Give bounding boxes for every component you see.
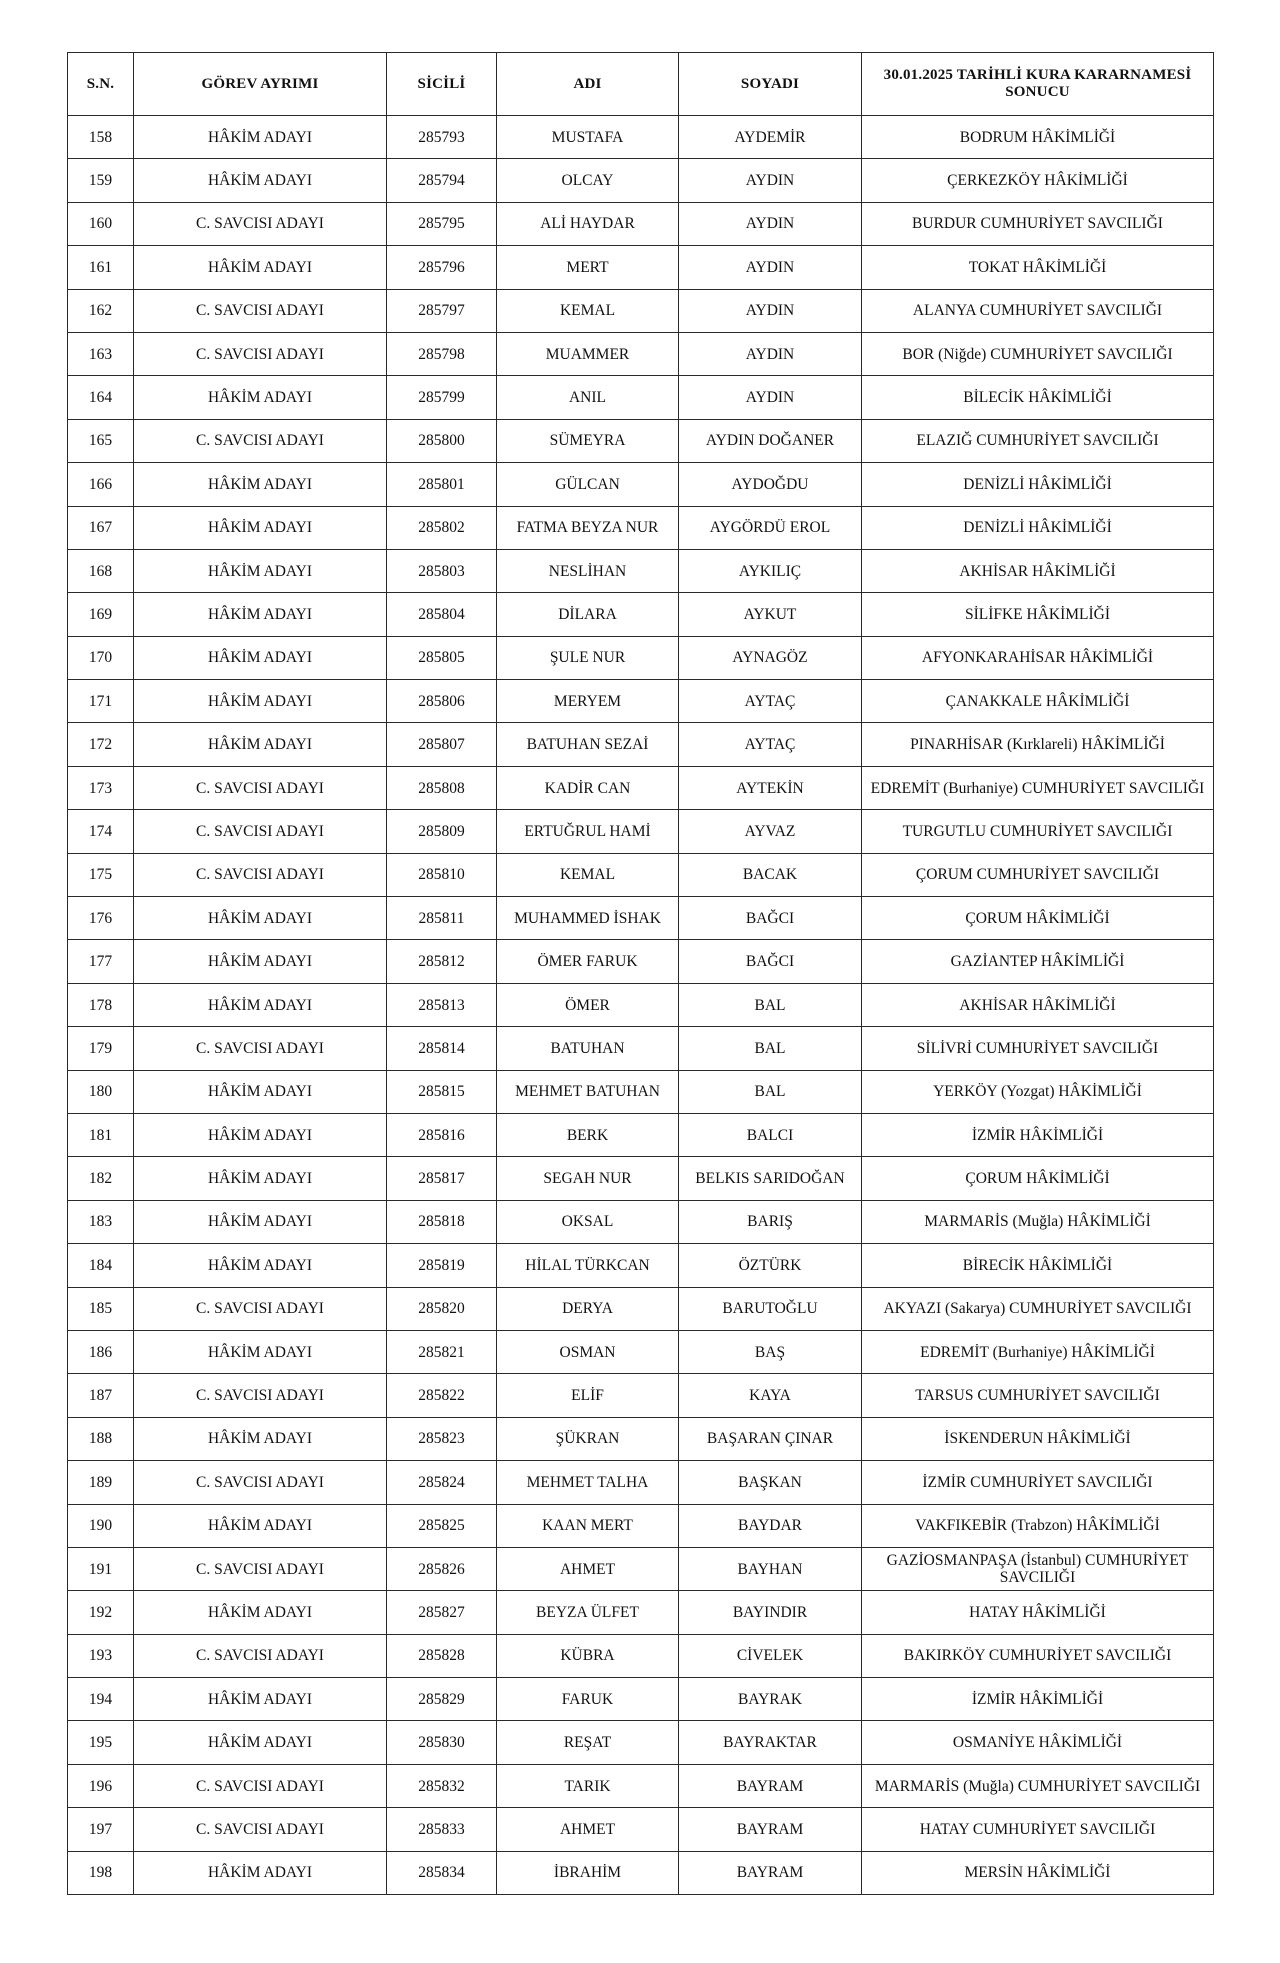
table-row bbox=[68, 419, 1214, 462]
cell-soyadi: AYDIN bbox=[679, 332, 862, 375]
cell-sn: 163 bbox=[68, 332, 134, 375]
cell-adi: SEGAH NUR bbox=[497, 1157, 679, 1200]
cell-soyadi: AYTAÇ bbox=[679, 723, 862, 766]
cell-sicil: 285815 bbox=[387, 1070, 497, 1113]
cell-sn: 162 bbox=[68, 289, 134, 332]
table-row bbox=[68, 983, 1214, 1026]
cell-gorev: HÂKİM ADAYI bbox=[134, 1244, 387, 1287]
cell-gorev: HÂKİM ADAYI bbox=[134, 506, 387, 549]
cell-sicil: 285811 bbox=[387, 897, 497, 940]
cell-gorev: HÂKİM ADAYI bbox=[134, 1200, 387, 1243]
table-row bbox=[68, 1591, 1214, 1634]
table-row bbox=[68, 1157, 1214, 1200]
table-row bbox=[68, 1634, 1214, 1677]
cell-result: ALANYA CUMHURİYET SAVCILIĞI bbox=[862, 289, 1214, 332]
table-row bbox=[68, 1200, 1214, 1243]
table-row bbox=[68, 940, 1214, 983]
cell-adi: MERYEM bbox=[497, 680, 679, 723]
table-row bbox=[68, 1330, 1214, 1373]
cell-soyadi: BAŞKAN bbox=[679, 1461, 862, 1504]
cell-adi: ELİF bbox=[497, 1374, 679, 1417]
cell-soyadi: AYGÖRDÜ EROL bbox=[679, 506, 862, 549]
cell-gorev: HÂKİM ADAYI bbox=[134, 680, 387, 723]
header-soyadi: SOYADI bbox=[679, 53, 862, 116]
cell-gorev: C. SAVCISI ADAYI bbox=[134, 1764, 387, 1807]
cell-adi: KADİR CAN bbox=[497, 766, 679, 809]
cell-gorev: HÂKİM ADAYI bbox=[134, 549, 387, 592]
cell-gorev: HÂKİM ADAYI bbox=[134, 983, 387, 1026]
cell-sicil: 285833 bbox=[387, 1808, 497, 1851]
cell-soyadi: AYTAÇ bbox=[679, 680, 862, 723]
cell-result: GAZİANTEP HÂKİMLİĞİ bbox=[862, 940, 1214, 983]
cell-sicil: 285827 bbox=[387, 1591, 497, 1634]
cell-sn: 183 bbox=[68, 1200, 134, 1243]
cell-sn: 161 bbox=[68, 246, 134, 289]
cell-adi: BATUHAN SEZAİ bbox=[497, 723, 679, 766]
cell-gorev: C. SAVCISI ADAYI bbox=[134, 1287, 387, 1330]
cell-result: MERSİN HÂKİMLİĞİ bbox=[862, 1851, 1214, 1894]
cell-result: İZMİR HÂKİMLİĞİ bbox=[862, 1113, 1214, 1156]
cell-adi: ÖMER FARUK bbox=[497, 940, 679, 983]
cell-soyadi: BALCI bbox=[679, 1113, 862, 1156]
cell-sn: 198 bbox=[68, 1851, 134, 1894]
cell-soyadi: BELKIS SARIDOĞAN bbox=[679, 1157, 862, 1200]
cell-result: BİRECİK HÂKİMLİĞİ bbox=[862, 1244, 1214, 1287]
cell-sicil: 285810 bbox=[387, 853, 497, 896]
cell-sn: 164 bbox=[68, 376, 134, 419]
table-row bbox=[68, 246, 1214, 289]
cell-sicil: 285820 bbox=[387, 1287, 497, 1330]
table-body bbox=[68, 116, 1214, 1895]
table-row bbox=[68, 1027, 1214, 1070]
cell-adi: AHMET bbox=[497, 1547, 679, 1590]
cell-gorev: C. SAVCISI ADAYI bbox=[134, 1027, 387, 1070]
cell-sn: 173 bbox=[68, 766, 134, 809]
cell-sn: 191 bbox=[68, 1547, 134, 1590]
cell-adi: ERTUĞRUL HAMİ bbox=[497, 810, 679, 853]
cell-soyadi: CİVELEK bbox=[679, 1634, 862, 1677]
cell-soyadi: BAYRAKTAR bbox=[679, 1721, 862, 1764]
cell-result: YERKÖY (Yozgat) HÂKİMLİĞİ bbox=[862, 1070, 1214, 1113]
cell-adi: NESLİHAN bbox=[497, 549, 679, 592]
cell-adi: İBRAHİM bbox=[497, 1851, 679, 1894]
cell-result: ÇORUM CUMHURİYET SAVCILIĞI bbox=[862, 853, 1214, 896]
cell-soyadi: BAYHAN bbox=[679, 1547, 862, 1590]
cell-result: OSMANİYE HÂKİMLİĞİ bbox=[862, 1721, 1214, 1764]
cell-sicil: 285828 bbox=[387, 1634, 497, 1677]
cell-soyadi: BAYRAM bbox=[679, 1851, 862, 1894]
table-row bbox=[68, 723, 1214, 766]
cell-soyadi: AYKUT bbox=[679, 593, 862, 636]
cell-soyadi: BACAK bbox=[679, 853, 862, 896]
cell-sicil: 285814 bbox=[387, 1027, 497, 1070]
header-gorev: GÖREV AYRIMI bbox=[134, 53, 387, 116]
cell-gorev: C. SAVCISI ADAYI bbox=[134, 853, 387, 896]
cell-sicil: 285834 bbox=[387, 1851, 497, 1894]
cell-sn: 185 bbox=[68, 1287, 134, 1330]
cell-sicil: 285808 bbox=[387, 766, 497, 809]
cell-sicil: 285796 bbox=[387, 246, 497, 289]
cell-adi: DERYA bbox=[497, 1287, 679, 1330]
table-row bbox=[68, 1504, 1214, 1547]
cell-result: VAKFIKEBİR (Trabzon) HÂKİMLİĞİ bbox=[862, 1504, 1214, 1547]
table-row bbox=[68, 1808, 1214, 1851]
cell-sn: 195 bbox=[68, 1721, 134, 1764]
cell-adi: MEHMET TALHA bbox=[497, 1461, 679, 1504]
cell-adi: HİLAL TÜRKCAN bbox=[497, 1244, 679, 1287]
table-row bbox=[68, 853, 1214, 896]
table-row bbox=[68, 636, 1214, 679]
cell-result: EDREMİT (Burhaniye) CUMHURİYET SAVCILIĞI bbox=[862, 766, 1214, 809]
table-row bbox=[68, 463, 1214, 506]
table-row bbox=[68, 1721, 1214, 1764]
cell-sn: 169 bbox=[68, 593, 134, 636]
cell-gorev: C. SAVCISI ADAYI bbox=[134, 1634, 387, 1677]
cell-result: EDREMİT (Burhaniye) HÂKİMLİĞİ bbox=[862, 1330, 1214, 1373]
cell-result: ÇORUM HÂKİMLİĞİ bbox=[862, 1157, 1214, 1200]
cell-sn: 190 bbox=[68, 1504, 134, 1547]
cell-sicil: 285802 bbox=[387, 506, 497, 549]
cell-sicil: 285819 bbox=[387, 1244, 497, 1287]
cell-sicil: 285813 bbox=[387, 983, 497, 1026]
cell-sicil: 285816 bbox=[387, 1113, 497, 1156]
cell-sn: 179 bbox=[68, 1027, 134, 1070]
table-row bbox=[68, 897, 1214, 940]
table-row bbox=[68, 1070, 1214, 1113]
cell-soyadi: BARUTOĞLU bbox=[679, 1287, 862, 1330]
cell-sn: 159 bbox=[68, 159, 134, 202]
cell-sn: 168 bbox=[68, 549, 134, 592]
cell-sn: 158 bbox=[68, 116, 134, 159]
table-row bbox=[68, 1678, 1214, 1721]
cell-gorev: C. SAVCISI ADAYI bbox=[134, 419, 387, 462]
cell-gorev: HÂKİM ADAYI bbox=[134, 636, 387, 679]
cell-sn: 180 bbox=[68, 1070, 134, 1113]
cell-adi: SÜMEYRA bbox=[497, 419, 679, 462]
cell-adi: MUAMMER bbox=[497, 332, 679, 375]
cell-gorev: HÂKİM ADAYI bbox=[134, 1113, 387, 1156]
cell-sn: 184 bbox=[68, 1244, 134, 1287]
cell-result: ÇORUM HÂKİMLİĞİ bbox=[862, 897, 1214, 940]
cell-adi: BEYZA ÜLFET bbox=[497, 1591, 679, 1634]
cell-adi: REŞAT bbox=[497, 1721, 679, 1764]
cell-soyadi: AYDIN bbox=[679, 159, 862, 202]
header-sicil: SİCİLİ bbox=[387, 53, 497, 116]
table-row bbox=[68, 289, 1214, 332]
cell-sn: 175 bbox=[68, 853, 134, 896]
cell-result: SİLİVRİ CUMHURİYET SAVCILIĞI bbox=[862, 1027, 1214, 1070]
cell-gorev: C. SAVCISI ADAYI bbox=[134, 1461, 387, 1504]
cell-sicil: 285797 bbox=[387, 289, 497, 332]
cell-sn: 193 bbox=[68, 1634, 134, 1677]
cell-sn: 194 bbox=[68, 1678, 134, 1721]
cell-soyadi: AYDEMİR bbox=[679, 116, 862, 159]
cell-sn: 196 bbox=[68, 1764, 134, 1807]
cell-gorev: HÂKİM ADAYI bbox=[134, 1417, 387, 1460]
cell-adi: MUHAMMED İSHAK bbox=[497, 897, 679, 940]
cell-adi: ANIL bbox=[497, 376, 679, 419]
table-row bbox=[68, 680, 1214, 723]
cell-soyadi: BAL bbox=[679, 1027, 862, 1070]
cell-result: BURDUR CUMHURİYET SAVCILIĞI bbox=[862, 202, 1214, 245]
cell-soyadi: BAĞCI bbox=[679, 940, 862, 983]
cell-sn: 181 bbox=[68, 1113, 134, 1156]
cell-sn: 182 bbox=[68, 1157, 134, 1200]
table-header bbox=[68, 53, 1214, 116]
cell-soyadi: BAYDAR bbox=[679, 1504, 862, 1547]
cell-adi: KÜBRA bbox=[497, 1634, 679, 1677]
cell-adi: FATMA BEYZA NUR bbox=[497, 506, 679, 549]
cell-adi: ALİ HAYDAR bbox=[497, 202, 679, 245]
cell-sicil: 285805 bbox=[387, 636, 497, 679]
cell-result: MARMARİS (Muğla) CUMHURİYET SAVCILIĞI bbox=[862, 1764, 1214, 1807]
cell-sn: 160 bbox=[68, 202, 134, 245]
cell-sn: 177 bbox=[68, 940, 134, 983]
table-row bbox=[68, 116, 1214, 159]
cell-sicil: 285824 bbox=[387, 1461, 497, 1504]
cell-adi: MEHMET BATUHAN bbox=[497, 1070, 679, 1113]
cell-result: DENİZLİ HÂKİMLİĞİ bbox=[862, 506, 1214, 549]
cell-sn: 176 bbox=[68, 897, 134, 940]
cell-sn: 178 bbox=[68, 983, 134, 1026]
cell-adi: OSMAN bbox=[497, 1330, 679, 1373]
cell-result: AKYAZI (Sakarya) CUMHURİYET SAVCILIĞI bbox=[862, 1287, 1214, 1330]
cell-sicil: 285801 bbox=[387, 463, 497, 506]
table-row bbox=[68, 766, 1214, 809]
cell-sicil: 285832 bbox=[387, 1764, 497, 1807]
cell-gorev: HÂKİM ADAYI bbox=[134, 1591, 387, 1634]
cell-gorev: HÂKİM ADAYI bbox=[134, 1678, 387, 1721]
cell-sn: 172 bbox=[68, 723, 134, 766]
cell-adi: ÖMER bbox=[497, 983, 679, 1026]
cell-sicil: 285809 bbox=[387, 810, 497, 853]
cell-sicil: 285806 bbox=[387, 680, 497, 723]
cell-adi: KAAN MERT bbox=[497, 1504, 679, 1547]
cell-adi: BERK bbox=[497, 1113, 679, 1156]
cell-result: BOR (Niğde) CUMHURİYET SAVCILIĞI bbox=[862, 332, 1214, 375]
cell-sn: 167 bbox=[68, 506, 134, 549]
cell-sicil: 285822 bbox=[387, 1374, 497, 1417]
document-page bbox=[67, 52, 1213, 1895]
cell-gorev: HÂKİM ADAYI bbox=[134, 1070, 387, 1113]
cell-soyadi: BAŞARAN ÇINAR bbox=[679, 1417, 862, 1460]
cell-sn: 192 bbox=[68, 1591, 134, 1634]
cell-adi: DİLARA bbox=[497, 593, 679, 636]
cell-soyadi: AYTEKİN bbox=[679, 766, 862, 809]
cell-soyadi: AYVAZ bbox=[679, 810, 862, 853]
table-row bbox=[68, 810, 1214, 853]
header-result: 30.01.2025 TARİHLİ KURA KARARNAMESİ SONUCU bbox=[862, 53, 1214, 116]
cell-result: AFYONKARAHİSAR HÂKİMLİĞİ bbox=[862, 636, 1214, 679]
cell-adi: GÜLCAN bbox=[497, 463, 679, 506]
cell-adi: KEMAL bbox=[497, 853, 679, 896]
cell-result: AKHİSAR HÂKİMLİĞİ bbox=[862, 983, 1214, 1026]
table-row bbox=[68, 1417, 1214, 1460]
cell-soyadi: BAYINDIR bbox=[679, 1591, 862, 1634]
cell-adi: AHMET bbox=[497, 1808, 679, 1851]
table-row bbox=[68, 549, 1214, 592]
cell-sicil: 285817 bbox=[387, 1157, 497, 1200]
cell-sicil: 285795 bbox=[387, 202, 497, 245]
cell-sn: 197 bbox=[68, 1808, 134, 1851]
cell-gorev: C. SAVCISI ADAYI bbox=[134, 1808, 387, 1851]
cell-result: TOKAT HÂKİMLİĞİ bbox=[862, 246, 1214, 289]
cell-result: GAZİOSMANPAŞA (İstanbul) CUMHURİYET SAVCILIĞI bbox=[862, 1547, 1214, 1590]
cell-adi: TARIK bbox=[497, 1764, 679, 1807]
cell-result: HATAY HÂKİMLİĞİ bbox=[862, 1591, 1214, 1634]
cell-adi: MUSTAFA bbox=[497, 116, 679, 159]
cell-sn: 188 bbox=[68, 1417, 134, 1460]
cell-result: BİLECİK HÂKİMLİĞİ bbox=[862, 376, 1214, 419]
cell-result: MARMARİS (Muğla) HÂKİMLİĞİ bbox=[862, 1200, 1214, 1243]
cell-sicil: 285807 bbox=[387, 723, 497, 766]
cell-gorev: HÂKİM ADAYI bbox=[134, 897, 387, 940]
cell-adi: MERT bbox=[497, 246, 679, 289]
cell-soyadi: BARIŞ bbox=[679, 1200, 862, 1243]
table-row bbox=[68, 1547, 1214, 1590]
cell-sn: 170 bbox=[68, 636, 134, 679]
cell-result: DENİZLİ HÂKİMLİĞİ bbox=[862, 463, 1214, 506]
cell-sicil: 285798 bbox=[387, 332, 497, 375]
cell-gorev: HÂKİM ADAYI bbox=[134, 1504, 387, 1547]
cell-result: BODRUM HÂKİMLİĞİ bbox=[862, 116, 1214, 159]
cell-result: ÇERKEZKÖY HÂKİMLİĞİ bbox=[862, 159, 1214, 202]
cell-result: PINARHİSAR (Kırklareli) HÂKİMLİĞİ bbox=[862, 723, 1214, 766]
header-sn: S.N. bbox=[68, 53, 134, 116]
cell-gorev: HÂKİM ADAYI bbox=[134, 159, 387, 202]
assignment-table bbox=[67, 52, 1214, 1895]
cell-result: SİLİFKE HÂKİMLİĞİ bbox=[862, 593, 1214, 636]
cell-gorev: HÂKİM ADAYI bbox=[134, 116, 387, 159]
cell-gorev: HÂKİM ADAYI bbox=[134, 1721, 387, 1764]
cell-sn: 189 bbox=[68, 1461, 134, 1504]
cell-gorev: C. SAVCISI ADAYI bbox=[134, 810, 387, 853]
table-row bbox=[68, 1764, 1214, 1807]
cell-result: İZMİR CUMHURİYET SAVCILIĞI bbox=[862, 1461, 1214, 1504]
cell-gorev: C. SAVCISI ADAYI bbox=[134, 1547, 387, 1590]
cell-sn: 187 bbox=[68, 1374, 134, 1417]
cell-result: ÇANAKKALE HÂKİMLİĞİ bbox=[862, 680, 1214, 723]
cell-sicil: 285826 bbox=[387, 1547, 497, 1590]
cell-sicil: 285793 bbox=[387, 116, 497, 159]
table-row bbox=[68, 202, 1214, 245]
cell-soyadi: AYDIN bbox=[679, 376, 862, 419]
table-row bbox=[68, 1244, 1214, 1287]
cell-soyadi: AYNAGÖZ bbox=[679, 636, 862, 679]
cell-gorev: HÂKİM ADAYI bbox=[134, 463, 387, 506]
cell-gorev: C. SAVCISI ADAYI bbox=[134, 1374, 387, 1417]
cell-gorev: C. SAVCISI ADAYI bbox=[134, 766, 387, 809]
cell-result: AKHİSAR HÂKİMLİĞİ bbox=[862, 549, 1214, 592]
cell-gorev: HÂKİM ADAYI bbox=[134, 723, 387, 766]
cell-result: İSKENDERUN HÂKİMLİĞİ bbox=[862, 1417, 1214, 1460]
cell-sn: 174 bbox=[68, 810, 134, 853]
cell-sicil: 285823 bbox=[387, 1417, 497, 1460]
cell-soyadi: BAL bbox=[679, 1070, 862, 1113]
cell-result: İZMİR HÂKİMLİĞİ bbox=[862, 1678, 1214, 1721]
table-row bbox=[68, 159, 1214, 202]
cell-result: ELAZIĞ CUMHURİYET SAVCILIĞI bbox=[862, 419, 1214, 462]
cell-sicil: 285825 bbox=[387, 1504, 497, 1547]
cell-gorev: HÂKİM ADAYI bbox=[134, 246, 387, 289]
cell-gorev: C. SAVCISI ADAYI bbox=[134, 289, 387, 332]
cell-soyadi: BAYRAK bbox=[679, 1678, 862, 1721]
cell-gorev: HÂKİM ADAYI bbox=[134, 940, 387, 983]
cell-soyadi: AYDOĞDU bbox=[679, 463, 862, 506]
cell-sn: 166 bbox=[68, 463, 134, 506]
table-row bbox=[68, 1113, 1214, 1156]
cell-gorev: HÂKİM ADAYI bbox=[134, 376, 387, 419]
cell-result: HATAY CUMHURİYET SAVCILIĞI bbox=[862, 1808, 1214, 1851]
table-row bbox=[68, 332, 1214, 375]
cell-soyadi: AYDIN bbox=[679, 202, 862, 245]
cell-gorev: HÂKİM ADAYI bbox=[134, 1851, 387, 1894]
cell-soyadi: BAYRAM bbox=[679, 1808, 862, 1851]
cell-soyadi: BAĞCI bbox=[679, 897, 862, 940]
cell-soyadi: BAŞ bbox=[679, 1330, 862, 1373]
cell-adi: BATUHAN bbox=[497, 1027, 679, 1070]
cell-soyadi: AYDIN bbox=[679, 289, 862, 332]
cell-gorev: HÂKİM ADAYI bbox=[134, 593, 387, 636]
cell-soyadi: BAYRAM bbox=[679, 1764, 862, 1807]
cell-sicil: 285800 bbox=[387, 419, 497, 462]
table-row bbox=[68, 1461, 1214, 1504]
cell-sn: 186 bbox=[68, 1330, 134, 1373]
table-row bbox=[68, 376, 1214, 419]
cell-adi: ŞÜKRAN bbox=[497, 1417, 679, 1460]
cell-soyadi: AYDIN DOĞANER bbox=[679, 419, 862, 462]
cell-soyadi: BAL bbox=[679, 983, 862, 1026]
cell-adi: OLCAY bbox=[497, 159, 679, 202]
cell-sicil: 285830 bbox=[387, 1721, 497, 1764]
cell-sicil: 285804 bbox=[387, 593, 497, 636]
header-adi: ADI bbox=[497, 53, 679, 116]
cell-soyadi: AYDIN bbox=[679, 246, 862, 289]
cell-gorev: C. SAVCISI ADAYI bbox=[134, 202, 387, 245]
cell-sicil: 285821 bbox=[387, 1330, 497, 1373]
cell-sn: 165 bbox=[68, 419, 134, 462]
cell-gorev: HÂKİM ADAYI bbox=[134, 1157, 387, 1200]
cell-sicil: 285812 bbox=[387, 940, 497, 983]
cell-adi: OKSAL bbox=[497, 1200, 679, 1243]
table-row bbox=[68, 593, 1214, 636]
cell-sn: 171 bbox=[68, 680, 134, 723]
cell-sicil: 285794 bbox=[387, 159, 497, 202]
cell-sicil: 285803 bbox=[387, 549, 497, 592]
table-row bbox=[68, 1851, 1214, 1894]
cell-sicil: 285799 bbox=[387, 376, 497, 419]
cell-result: BAKIRKÖY CUMHURİYET SAVCILIĞI bbox=[862, 1634, 1214, 1677]
table-row bbox=[68, 1287, 1214, 1330]
cell-adi: ŞULE NUR bbox=[497, 636, 679, 679]
cell-soyadi: KAYA bbox=[679, 1374, 862, 1417]
header-row bbox=[68, 53, 1214, 116]
cell-result: TARSUS CUMHURİYET SAVCILIĞI bbox=[862, 1374, 1214, 1417]
cell-sicil: 285829 bbox=[387, 1678, 497, 1721]
cell-soyadi: ÖZTÜRK bbox=[679, 1244, 862, 1287]
cell-soyadi: AYKILIÇ bbox=[679, 549, 862, 592]
cell-result: TURGUTLU CUMHURİYET SAVCILIĞI bbox=[862, 810, 1214, 853]
cell-gorev: HÂKİM ADAYI bbox=[134, 1330, 387, 1373]
cell-adi: KEMAL bbox=[497, 289, 679, 332]
cell-sicil: 285818 bbox=[387, 1200, 497, 1243]
table-row bbox=[68, 506, 1214, 549]
cell-gorev: C. SAVCISI ADAYI bbox=[134, 332, 387, 375]
table-row bbox=[68, 1374, 1214, 1417]
cell-adi: FARUK bbox=[497, 1678, 679, 1721]
